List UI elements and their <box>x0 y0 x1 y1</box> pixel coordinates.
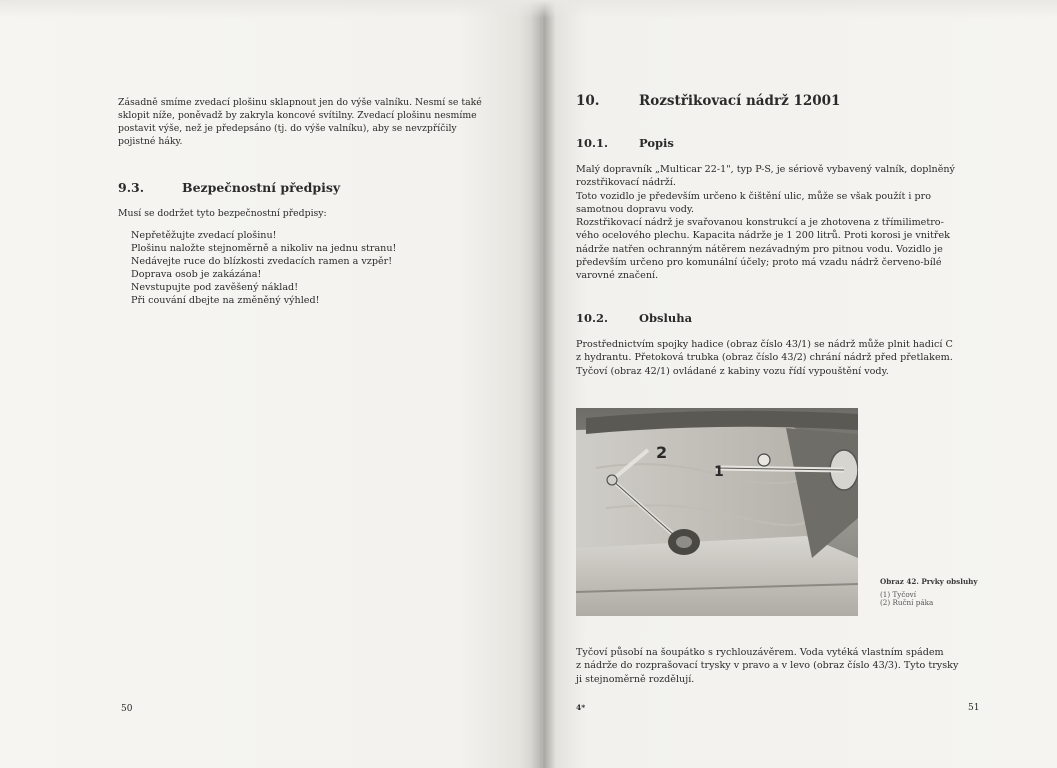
safety-rule: Nepřetěžujte zvedací plošinu! <box>131 230 277 241</box>
folio-mark: 4* <box>576 703 586 712</box>
figure-label-1: 1 <box>714 464 724 480</box>
figure-caption <box>880 578 980 608</box>
description-line: vého ocelového plechu. Kapacita nádrže je 1 200 litrů. Proti korosi je vnitřek <box>576 230 950 242</box>
description-line: varovné značení. <box>576 270 659 282</box>
chapter-title: Rozstřikovací nádrž 12001 <box>639 93 841 109</box>
operation-line: Prostřednictvím spojky hadice (obraz číslo 43/1) se nádrž může plnit hadicí C <box>576 339 953 350</box>
operation-line: Tyčoví (obraz 42/1) ovládané z kabiny vozu řídí vypouštění vody. <box>576 365 889 377</box>
top-edge-shadow <box>0 0 1057 18</box>
after-figure-paragraph <box>576 646 976 686</box>
chapter-number: 10. <box>576 93 600 109</box>
section-title: Bezpečnostní předpisy <box>182 180 341 195</box>
page-number-right: 51 <box>968 703 980 713</box>
safety-rules-list <box>131 229 511 308</box>
description-paragraph <box>576 163 976 283</box>
subsection-number-operation: 10.2. <box>576 311 609 325</box>
subsection-title-description: Popis <box>639 136 674 150</box>
operation-line: z hydrantu. Přetoková trubka (obraz číslo 43/2) chrání nádrž před přetlakem. <box>576 352 953 364</box>
section-number: 9.3. <box>118 180 145 195</box>
rules-lead: Musí se dodržet tyto bezpečnostní předpisy: <box>118 208 327 219</box>
description-line: rozstřikovací nádrží. <box>576 177 676 189</box>
description-line: samotnou dopravu vody. <box>576 203 695 215</box>
caption-title: Obraz 42. Prvky obsluhy <box>880 577 978 586</box>
intro-line: postavit výše, než je předepsáno (tj. do výše valníku), aby se nevzpříčily <box>118 123 457 134</box>
caption-item: (1) Tyčoví <box>880 589 917 599</box>
figure-label-2: 2 <box>656 443 668 462</box>
intro-paragraph <box>118 96 530 148</box>
safety-rule: Nedávejte ruce do blízkosti zvedacích ramen a vzpěr! <box>131 256 393 268</box>
safety-rule: Plošinu naložte stejnoměrně a nikoliv na jednu stranu! <box>131 243 397 255</box>
subsection-title-operation: Obsluha <box>639 311 693 325</box>
intro-line: pojistné háky. <box>118 136 183 147</box>
after-line: ji stejnoměrně rozdělují. <box>576 673 695 685</box>
intro-line: Zásadně smíme zvedací plošinu sklapnout jen do výše valníku. Nesmí se také <box>118 97 482 108</box>
description-line: nádrže natřen ochranným nátěrem nezávadným pro pitnou vodu. Vozidlo je <box>576 243 943 255</box>
description-line: Rozstřikovací nádrž je svařovanou konstrukcí a je zhotovena z třímilimetro- <box>576 217 944 229</box>
description-line: Malý dopravník „Multicar 22-1", typ P-S, je sériově vybavený valník, doplněný <box>576 164 955 175</box>
operation-paragraph <box>576 338 976 378</box>
safety-rule: Doprava osob je zakázána! <box>131 269 262 281</box>
after-line: z nádrže do rozprašovací trysky v pravo a v levo (obraz číslo 43/3). Tyto trysky <box>576 660 959 672</box>
page-number-left: 50 <box>121 704 133 714</box>
description-line: Toto vozidlo je především určeno k čištění ulic, může se však použít i pro <box>576 190 931 202</box>
intro-line: sklopit níže, poněvadž by zakryla koncové svítilny. Zvedací plošinu nesmíme <box>118 110 477 121</box>
safety-rule: Při couvání dbejte na změněný výhled! <box>131 295 320 307</box>
subsection-number-description: 10.1. <box>576 136 609 150</box>
description-line: především určeno pro komunální účely; proto má vzadu nádrž červeno-bílé <box>576 257 942 269</box>
figure-photo <box>576 408 858 616</box>
after-line: Tyčoví působí na šoupátko s rychlouzávěrem. Voda vytéká vlastním spádem <box>576 647 944 658</box>
safety-rule: Nevstupujte pod zavěšený náklad! <box>131 282 299 294</box>
caption-item: (2) Ruční páka <box>880 598 934 608</box>
controls-photo-illustration <box>576 408 858 616</box>
book-gutter <box>530 0 556 768</box>
